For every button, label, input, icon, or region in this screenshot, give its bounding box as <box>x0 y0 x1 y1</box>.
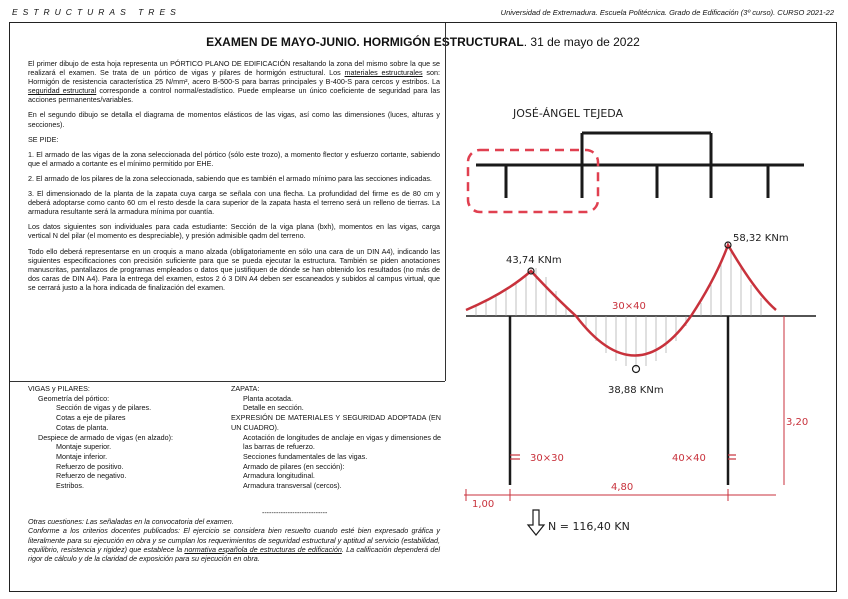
left-column-section: 30×30 <box>530 453 564 464</box>
se-pide: SE PIDE: <box>28 134 59 144</box>
list-item: Detalle en sección. <box>243 403 304 413</box>
list-item: Armado de pilares (en sección): <box>243 461 345 471</box>
list-item: Acotación de longitudes de anclaje en vigas y dimensiones de las barras de refuerzo. <box>243 432 441 452</box>
list-item: Cotas de planta. <box>56 422 109 432</box>
list-item: Secciones fundamentales de las vigas. <box>243 451 368 461</box>
list-item: Refuerzo de positivo. <box>56 461 124 471</box>
criteria: Conforme a los criterios docentes publicados: El ejercicio se considera bien resuelto cuando esté bien expresado gráfica y literalmente para su ejecución en obra y se cumplan los requerimientos de seguridad estructural y aptitud al servicio (estabilidad, equilibrio, resistencia y rigidez) que establece la normativa española de estructuras de edificación. La calificación dependerá del rigor de cálculo y de la claridad de exposición para su ejecución en obra. <box>28 526 440 564</box>
header-right: Universidad de Extremadura. Escuela Politécnica. Grado de Edificación (3º curso). CURSO 2021-22 <box>500 8 834 17</box>
portal-frame <box>476 133 804 198</box>
title-date: . 31 de mayo de 2022 <box>523 35 640 49</box>
list-item: Estribos. <box>56 481 84 491</box>
vigas-heading: VIGAS y PILARES: <box>28 384 90 393</box>
list-item: Sección de vigas y de pilares. <box>56 403 152 413</box>
section-divider <box>10 381 445 382</box>
list-item: Montaje superior. <box>56 442 112 452</box>
list-item: Cotas a eje de pilares <box>56 413 126 423</box>
height-dimension: 3,20 <box>786 417 809 428</box>
delivery-paragraph: Todo ello deberá representarse en un croquis a mano alzada (obligatoriamente en sólo una cara de un DIN A4), indicando las siguientes especificaciones con precisión suficiente para que se pueda ejecutar la estructura. También se piden anotaciones manuscritas, pantallazos de programas empleados o datos que justifiquen de dónde se han obtenido los resultados (no más de dos caras de DIN A4). Para la entrega del examen, estos 2 ó 3 DIN A4 deben ser escaneados y subidos al campus virtual, que se cerrará justo a la hora indicada de finalización del examen. <box>28 246 440 292</box>
span-2-dimension: 4,80 <box>611 482 634 493</box>
second-drawing-paragraph: En el segundo dibujo se detalla el diagrama de momentos elásticos de las vigas, así como las dimensiones (luces, alturas y secciones). <box>28 110 440 129</box>
right-column-section: 40×40 <box>672 453 706 464</box>
moment-right-label: 58,32 KNm <box>733 233 789 244</box>
selected-zone <box>468 150 598 212</box>
header-left: ESTRUCTURAS TRES <box>12 7 181 17</box>
list-item: Refuerzo de negativo. <box>56 471 127 481</box>
list-item: Planta acotada. <box>243 393 293 403</box>
notes <box>28 517 440 563</box>
load-label: N = 116,40 KN <box>548 520 630 533</box>
structural-drawing <box>436 23 836 591</box>
individual-data-paragraph: Los datos siguientes son individuales para cada estudiante: Sección de la viga plana (bxh), momentos en las vigas, carga vertical N del pilar (el momento es despreciable), y presión admisible qadm del terreno. <box>28 222 440 241</box>
materials-heading: EXPRESIÓN DE MATERIALES Y SEGURIDAD ADOPTADA (EN UN CUADRO). <box>231 413 441 432</box>
span-1-dimension: 1,00 <box>472 499 495 510</box>
geometry-heading: Geometría del pórtico: <box>38 393 110 403</box>
list-item: Montaje inferior. <box>56 451 108 461</box>
dashed-separator: ---------------------------- <box>262 510 328 517</box>
title-bold: EXAMEN DE MAYO-JUNIO. HORMIGÓN ESTRUCTURAL <box>206 35 524 49</box>
requirement-1: 1. El armado de las vigas de la zona seleccionada del pórtico (sólo este trozo), a momento flector y esfuerzo cortante, sabiendo que el armado a cortante es el mínimo permitido por EHE. <box>28 149 440 168</box>
moment-positive-label: 38,88 KNm <box>608 385 664 396</box>
moment-left-label: 43,74 KNm <box>506 255 562 266</box>
intro-paragraph: El primer dibujo de esta hoja representa un PÓRTICO PLANO DE EDIFICACIÓN resaltando la zona del mismo sobre la que se realizará el examen. Se trata de un pórtico de vigas y pilares de hormigón estructural. Los materiales estructurales son: Hormigón de resistencia característica 25 N/mm², acero B-500-S para barras principales y B-400-S para cercos y estribos. La seguridad estructural corresponde a control normal/estadístico. Puede emplearse un único coeficiente de seguridad para las acciones permanentes/variables. <box>28 59 441 105</box>
vigas-list <box>28 384 228 491</box>
other-questions: Otras cuestiones: Las señaladas en la convocatoria del examen. <box>28 517 234 526</box>
requirement-3: 3. El dimensionado de la planta de la zapata cuya carga se señala con una flecha. La profundidad del firme es de 80 cm y deberá adoptarse como canto 60 cm el resto desde la cara superior de la zapata hasta el terreno será un relleno de tierras. La armadura resultante será la armadura mínima por cuantía. <box>28 189 440 217</box>
beam-section-label: 30×40 <box>612 301 646 312</box>
requirement-2: 2. El armado de los pilares de la zona seleccionada, sabiendo que es también el armado mínimo para las secciones indicadas. <box>28 173 432 183</box>
author-label: JOSÉ-ÁNGEL TEJEDA <box>513 107 624 120</box>
despiece-heading: Despiece de armado de vigas (en alzado): <box>38 432 174 442</box>
load-arrow-icon <box>528 510 544 535</box>
zapata-list <box>231 384 441 491</box>
list-item: Armadura longitudinal. <box>243 471 315 481</box>
list-item: Armadura transversal (cercos). <box>243 481 342 491</box>
exam-frame <box>9 22 837 592</box>
statement <box>28 59 440 298</box>
zapata-heading: ZAPATA: <box>231 384 260 393</box>
